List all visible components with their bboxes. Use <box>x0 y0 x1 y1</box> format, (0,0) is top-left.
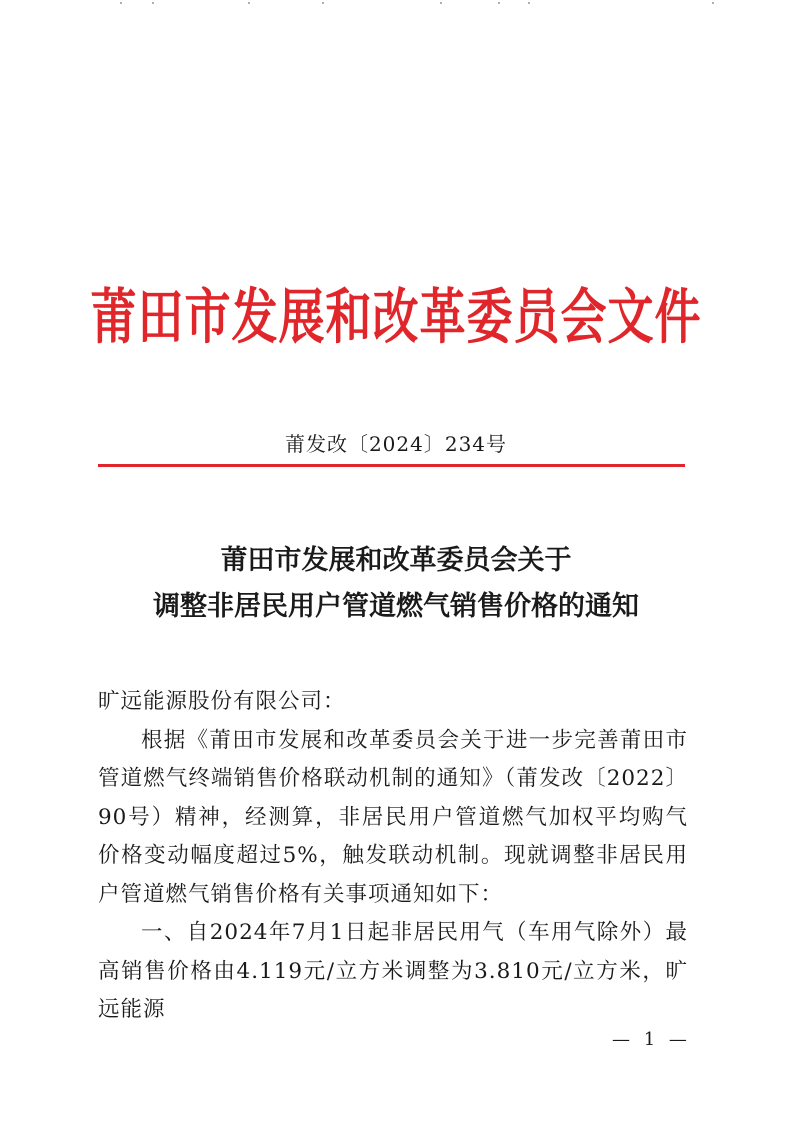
scan-dot <box>440 2 442 4</box>
scan-dot <box>712 2 714 4</box>
scan-dot <box>498 2 500 4</box>
body-paragraph-2: 一、自2024年7月1日起非居民用气（车用气除外）最高销售价格由4.119元/立方米调整为3.810元/立方米，旷远能源 <box>98 920 688 1022</box>
document-body <box>98 683 688 1030</box>
scan-dot <box>152 2 154 4</box>
scan-artifacts <box>0 0 792 10</box>
body-paragraph-1: 根据《莆田市发展和改革委员会关于进一步完善莆田市管道燃气终端销售价格联动机制的通知》（莆发改〔2022〕90号）精神，经测算，非居民用户管道燃气加权平均购气价格变动幅度超过5%，触发联动机制。现就调整非居民用户管道燃气销售价格有关事项通知如下： <box>98 727 688 907</box>
red-separator-line <box>98 464 685 467</box>
scan-dot <box>120 2 122 4</box>
salutation: 旷远能源股份有限公司： <box>98 689 346 714</box>
scan-dot <box>248 2 250 4</box>
page-number: — 1 — <box>612 1029 691 1050</box>
document-title <box>0 538 792 630</box>
document-title-line-2: 调整非居民用户管道燃气销售价格的通知 <box>153 591 639 622</box>
scan-dot <box>528 2 530 4</box>
scan-dot <box>322 2 324 4</box>
document-title-line-1: 莆田市发展和改革委员会关于 <box>220 545 572 576</box>
document-number: 莆发改〔2024〕234号 <box>284 432 508 456</box>
issuing-authority-header: 莆田市发展和改革委员会文件 <box>90 281 702 352</box>
